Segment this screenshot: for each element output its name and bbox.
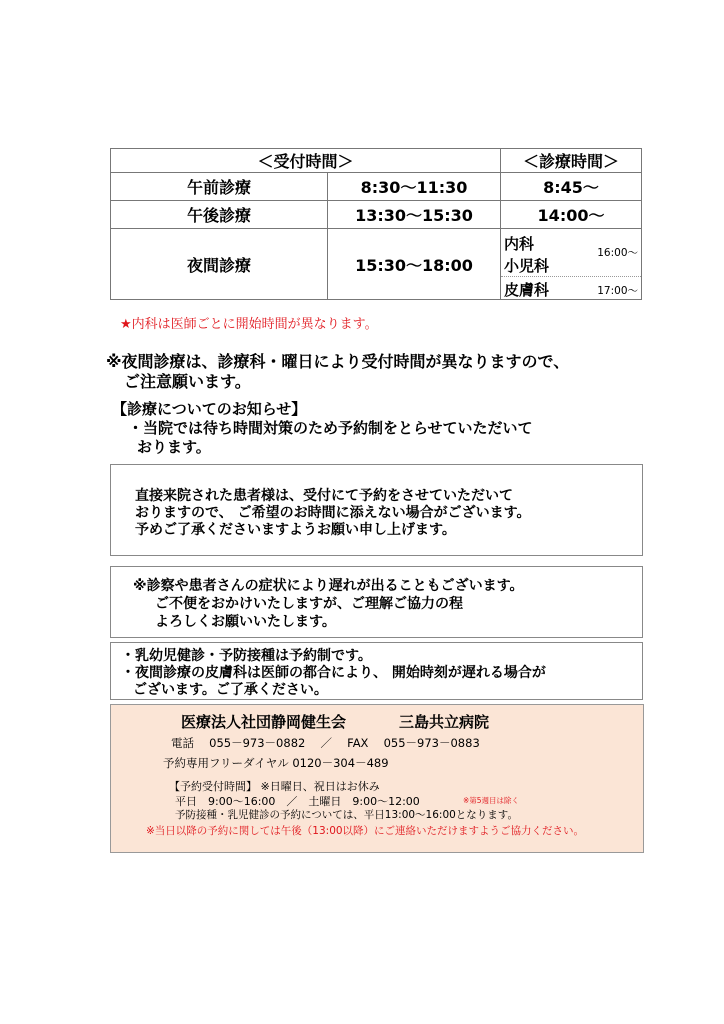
vaccine-reservation-hours: 予防接種・乳児健診の予約については、平日13:00～16:00となります。 <box>175 809 518 821</box>
info-heading: 【診療についてのお知らせ】 <box>112 400 307 418</box>
internal-time: 16:00～ <box>597 247 639 259</box>
dept-pediatrics: 小児科 <box>504 257 550 275</box>
reservation-freedial: 予約専用フリーダイヤル 0120－304－489 <box>163 756 389 770</box>
box2-line1: ※診察や患者さんの症状により遅れが出ることもございます。 <box>133 578 524 594</box>
schedule-table <box>110 148 642 300</box>
fifth-week-note: ※第5週目は除く <box>463 796 520 805</box>
reservation-hours-weekday: 平日 9:00～16:00 ／ 土曜日 9:00～12:00 <box>175 795 420 808</box>
dermatology-time: 17:00～ <box>597 285 639 297</box>
dept-dermatology: 皮膚科 <box>504 281 550 299</box>
consultation-hours-header: ＜診療時間＞ <box>501 149 642 173</box>
phone-fax: 電話 055－973－0882 ／ FAX 055－973－0883 <box>171 736 480 750</box>
box3-line2: ・夜間診療の皮膚科は医師の都合により、 開始時刻が遅れる場合が <box>121 665 546 681</box>
afternoon-contact-request: ※当日以降の予約に関しては午後（13:00以降）にご連絡いただけますようご協力ください。 <box>146 825 585 837</box>
evening-consult-cell <box>501 229 642 300</box>
box2-line2: ご不便をおかけいたしますが、ご理解ご協力の程 <box>155 596 463 612</box>
info-line1: ・当院では待ち時間対策のため予約制をとらせていただいて <box>128 419 533 437</box>
reservation-hours-heading: 【予約受付時間】 ※日曜日、祝日はお休み <box>169 780 380 793</box>
box3-line3: ございます。ご了承ください。 <box>133 682 328 698</box>
dept-internal: 内科 <box>504 235 535 253</box>
afternoon-reception: 13:30～15:30 <box>328 201 501 229</box>
hospital-name: 三島共立病院 <box>399 713 490 731</box>
internal-medicine-note: ★内科は医師ごとに開始時間が異なります。 <box>120 317 378 332</box>
vaccination-notice-box <box>110 642 643 700</box>
evening-notice-line1: ※夜間診療は、診療科・曜日により受付時間が異なりますので、 <box>106 352 570 371</box>
evening-notice-line2: ご注意願います。 <box>124 372 251 391</box>
box2-line3: よろしくお願いいたします。 <box>155 614 336 630</box>
delay-notice-box <box>110 566 643 638</box>
reservation-notice-box <box>110 464 643 556</box>
morning-label: 午前診療 <box>111 173 328 201</box>
info-line2: おります。 <box>137 438 211 456</box>
dept-divider <box>501 276 641 277</box>
box3-line1: ・乳幼児健診・予防接種は予約制です。 <box>121 648 372 664</box>
afternoon-label: 午後診療 <box>111 201 328 229</box>
box1-line1: 直接来院された患者様は、受付にて予約をさせていただいて <box>135 488 513 504</box>
evening-reception: 15:30～18:00 <box>328 229 501 300</box>
reception-hours-header: ＜受付時間＞ <box>111 149 501 173</box>
evening-label: 夜間診療 <box>111 229 328 300</box>
organization-name: 医療法人社団静岡健生会 <box>181 713 347 731</box>
box1-line3: 予めご了承くださいますようお願い申し上げます。 <box>135 522 456 538</box>
afternoon-consult: 14:00～ <box>501 201 642 229</box>
box1-line2: おりますので、 ご希望のお時間に添えない場合がございます。 <box>135 505 531 521</box>
morning-reception: 8:30～11:30 <box>328 173 501 201</box>
hospital-contact-box <box>110 704 644 853</box>
morning-consult: 8:45～ <box>501 173 642 201</box>
